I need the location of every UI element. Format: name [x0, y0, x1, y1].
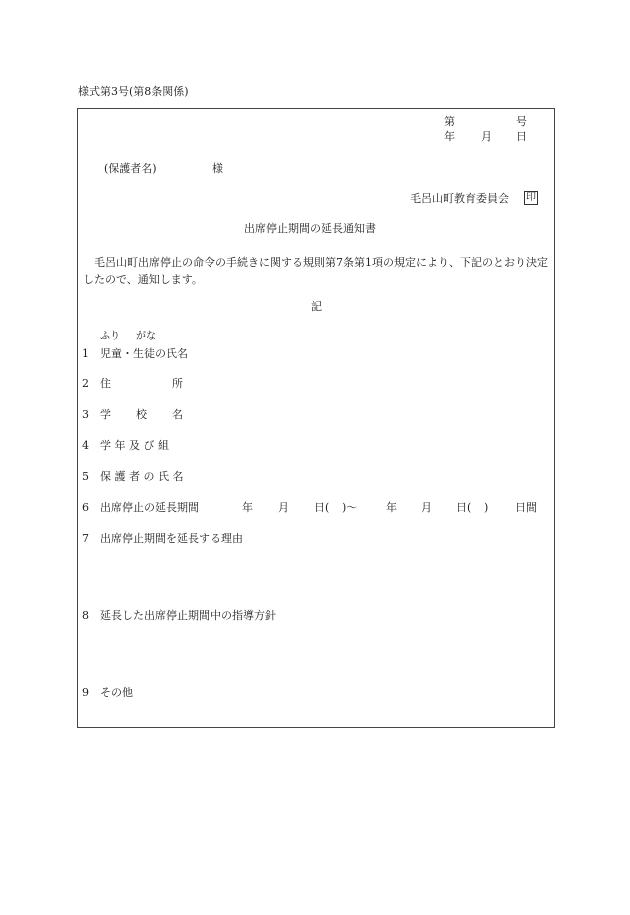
item-number: 9: [82, 686, 89, 699]
body-paragraph: 毛呂山町出席停止の命令の手続きに関する規則第7条第1項の規定により、下記のとおり決定したので、通知します。: [83, 256, 548, 286]
item-label-address-b: 所: [172, 377, 183, 390]
item-number: 7: [82, 532, 89, 545]
item-label-student-name: 児童・生徒の氏名: [100, 347, 188, 360]
period-end-weekday-close: ): [484, 501, 489, 514]
item-label-other: その他: [100, 686, 133, 699]
date-day: 日: [516, 130, 527, 143]
period-end-month: 月: [421, 501, 432, 514]
period-end-year: 年: [386, 501, 397, 514]
document-title: 出席停止期間の延長通知書: [244, 222, 376, 235]
period-start-weekday-close: )〜: [342, 501, 358, 514]
furigana-gana: がな: [136, 331, 156, 342]
item-number: 1: [82, 347, 89, 360]
item-number: 2: [82, 377, 89, 390]
addressee-name-placeholder: (保護者名): [104, 162, 157, 175]
item-label-grade-class: 学 年 及 び 組: [100, 439, 169, 452]
item-label-extension-period: 出席停止の延長期間: [100, 501, 199, 514]
item-number: 4: [82, 439, 89, 452]
item-label-school-b: 校: [136, 408, 147, 421]
item-label-address-a: 住: [100, 377, 111, 390]
furigana-furi: ふり: [100, 331, 120, 342]
item-number: 5: [82, 470, 89, 483]
issuer-name: 毛呂山町教育委員会: [410, 192, 509, 205]
ki-heading: 記: [311, 300, 322, 313]
period-start-year: 年: [242, 501, 253, 514]
item-label-extension-reason: 出席停止期間を延長する理由: [100, 532, 243, 545]
doc-number-dai: 第: [444, 115, 455, 128]
item-label-guardian-name: 保 護 者 の 氏 名: [100, 470, 184, 483]
period-start-month: 月: [278, 501, 289, 514]
item-label-guidance-policy: 延長した出席停止期間中の指導方針: [100, 609, 276, 622]
addressee-honorific: 様: [212, 162, 223, 175]
item-label-school-c: 名: [172, 408, 183, 421]
date-month: 月: [481, 130, 492, 143]
period-days: 日間: [515, 501, 537, 514]
form-number-label: 様式第3号(第8条関係): [78, 85, 189, 98]
seal-stamp: 印: [526, 192, 536, 203]
item-number: 3: [82, 408, 89, 421]
item-number: 6: [82, 501, 89, 514]
item-label-school-a: 学: [100, 408, 111, 421]
doc-number-go: 号: [516, 115, 527, 128]
date-year: 年: [444, 130, 455, 143]
period-start-day: 日(: [314, 501, 330, 514]
item-number: 8: [82, 609, 89, 622]
period-end-day: 日(: [456, 501, 472, 514]
